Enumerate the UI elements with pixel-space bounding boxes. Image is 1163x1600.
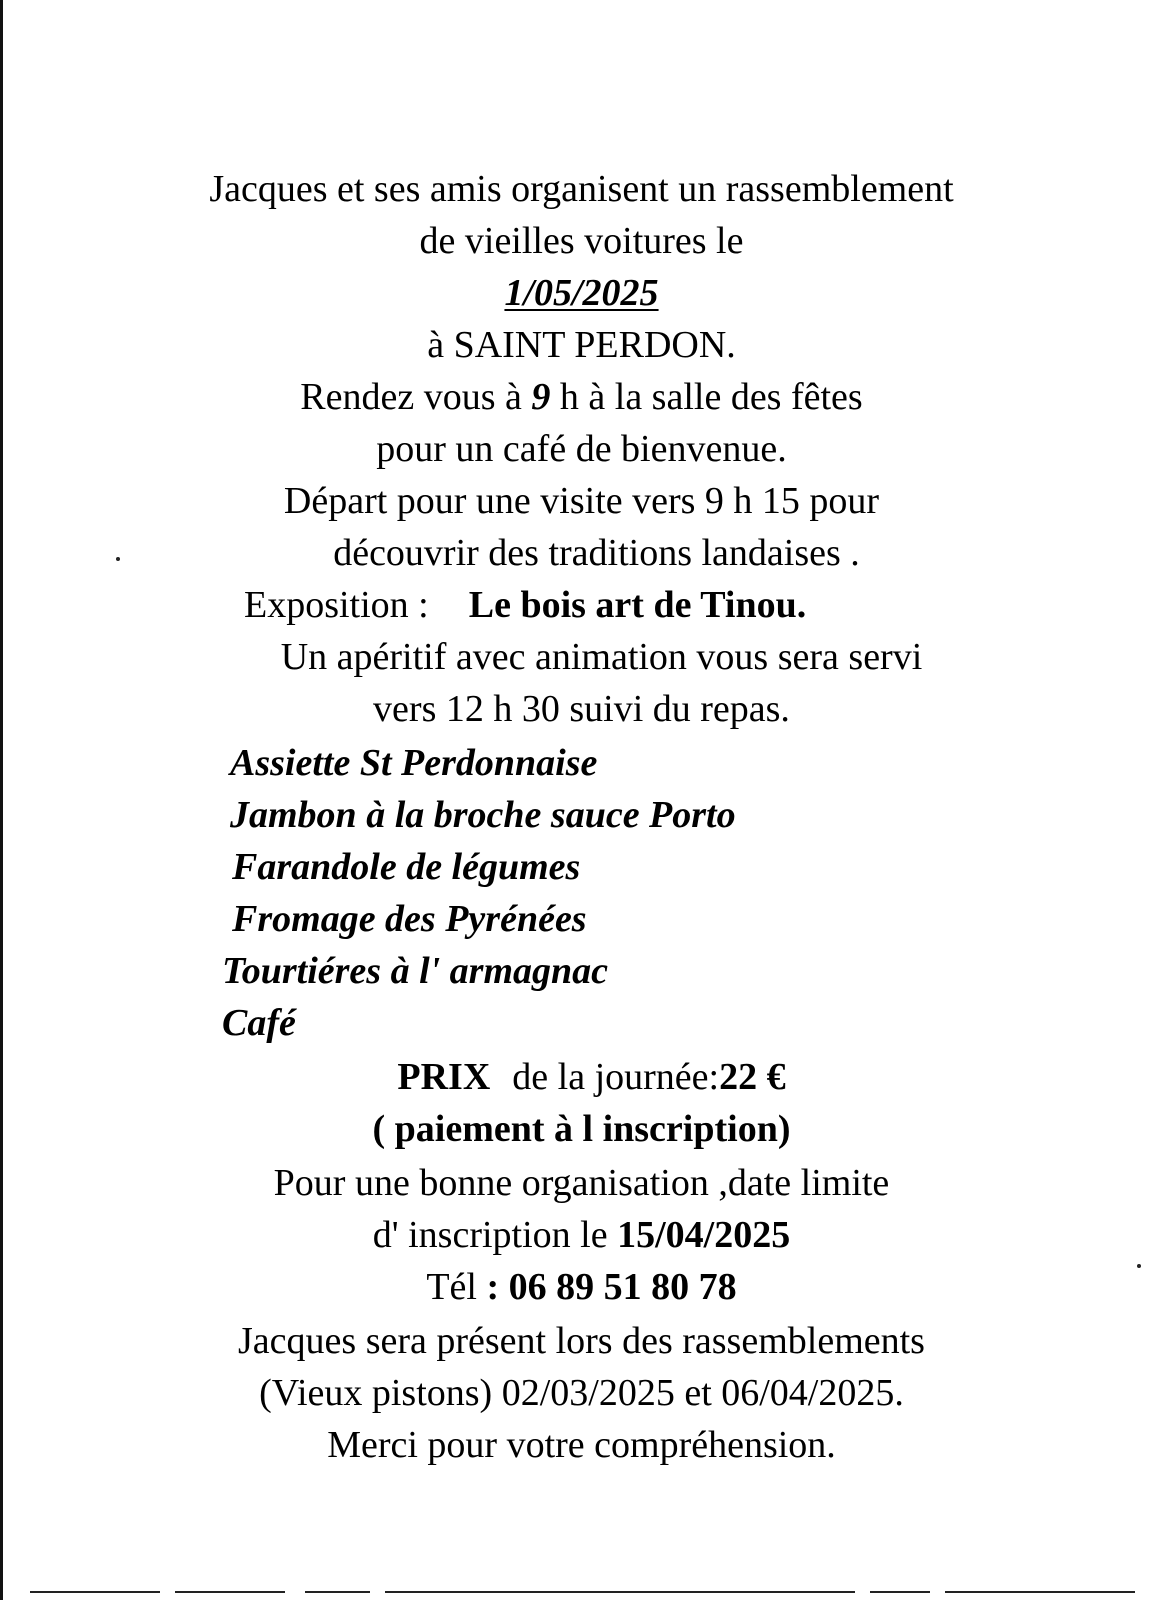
registration-prefix: d' inscription le xyxy=(372,1214,618,1256)
aperitif-line-1: Un apéritif avec animation vous sera servi xyxy=(280,636,923,678)
scan-artifact-rule xyxy=(385,1591,855,1593)
phone-line xyxy=(0,1264,1163,1310)
menu-item: Jambon à la broche sauce Porto xyxy=(230,794,736,836)
meeting-line-2: pour un café de bienvenue. xyxy=(376,428,787,470)
payment-note: ( paiement à l inscription) xyxy=(372,1108,791,1150)
price-text: de la journée: xyxy=(512,1056,720,1098)
exhibition-label: Exposition : xyxy=(244,584,429,626)
closing-line-3: Merci pour votre compréhension. xyxy=(327,1424,836,1466)
departure-line-2: découvrir des traditions landaises . xyxy=(333,532,860,574)
closing-line-2: (Vieux pistons) 02/03/2025 et 06/04/2025. xyxy=(259,1372,904,1414)
menu-item: Fromage des Pyrénées xyxy=(232,898,587,940)
departure-line-1: Départ pour une visite vers 9 h 15 pour xyxy=(283,480,880,522)
event-place: à SAINT PERDON. xyxy=(427,324,736,366)
scan-artifact-rule xyxy=(30,1591,160,1593)
registration-line-2 xyxy=(0,1212,1163,1258)
event-date: 1/05/2025 xyxy=(504,272,659,314)
event-date-line xyxy=(0,270,1163,316)
meeting-line-1 xyxy=(0,374,1163,420)
price-line xyxy=(0,1054,1163,1100)
menu-item: Assiette St Perdonnaise xyxy=(230,742,598,784)
closing-line-1: Jacques sera présent lors des rassemblements xyxy=(238,1320,925,1362)
phone-label: Tél xyxy=(426,1266,487,1308)
meeting-suffix: h à la salle des fêtes xyxy=(550,376,863,418)
price-amount: 22 € xyxy=(719,1056,786,1098)
menu-item: Café xyxy=(222,1002,296,1044)
scan-artifact-rule xyxy=(870,1591,930,1593)
price-label: PRIX xyxy=(397,1056,491,1098)
scan-artifact-dot xyxy=(1137,1264,1141,1268)
scan-artifact-rule xyxy=(305,1591,370,1593)
menu-item: Tourtiéres à l' armagnac xyxy=(222,950,609,992)
intro-line-2: de vieilles voitures le xyxy=(419,220,744,262)
phone-number: : 06 89 51 80 78 xyxy=(486,1266,737,1308)
meeting-hour: 9 xyxy=(531,376,551,418)
scan-artifact-rule xyxy=(945,1591,1135,1593)
meeting-prefix: Rendez vous à xyxy=(300,376,532,418)
menu-item: Farandole de légumes xyxy=(232,846,581,888)
exhibition-line xyxy=(244,582,806,628)
registration-line-1: Pour une bonne organisation ,date limite xyxy=(273,1162,890,1204)
registration-deadline: 15/04/2025 xyxy=(617,1214,791,1256)
intro-line-1: Jacques et ses amis organisent un rassemblement xyxy=(209,168,954,210)
exhibition-name: Le bois art de Tinou. xyxy=(468,584,807,626)
scan-artifact-rule xyxy=(175,1591,285,1593)
aperitif-line-2: vers 12 h 30 suivi du repas. xyxy=(373,688,790,730)
scan-artifact-dot xyxy=(116,557,120,561)
